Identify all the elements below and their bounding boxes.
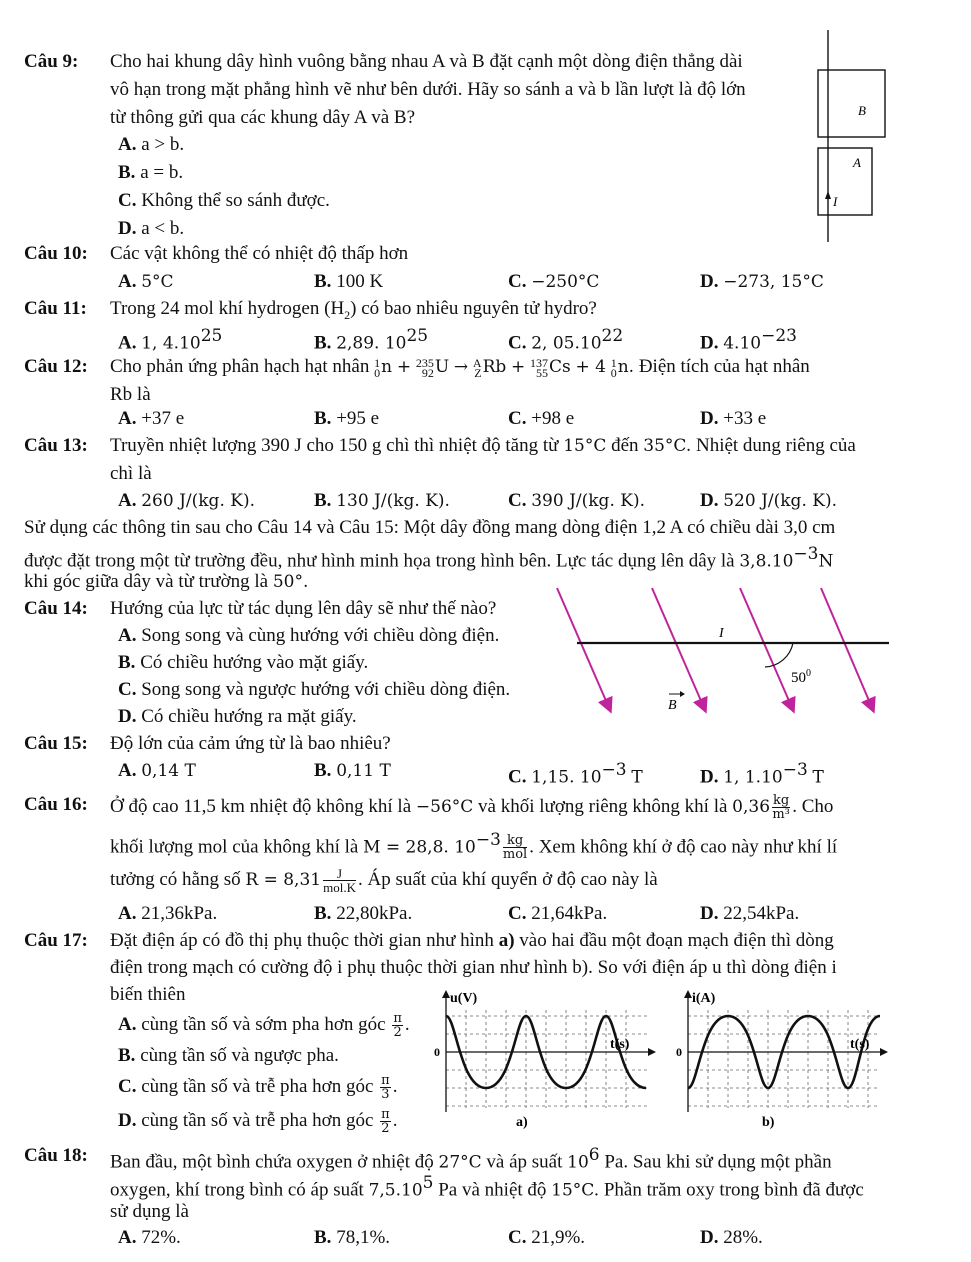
q15-label: Câu 15: — [24, 733, 88, 754]
q18-option-d[interactable]: D. 28%. — [700, 1227, 763, 1248]
q9-figure — [808, 30, 888, 245]
q18-line2: oxygen, khí trong bình có áp suất 7,5.10$^5$ Pa và nhiệt độ 15°C. Phần trăm oxy trong bình đã được — [110, 1173, 864, 1201]
angle-label: $50^0$ — [791, 668, 811, 686]
q9-option-b[interactable]: B. a = b. — [118, 162, 184, 183]
frame-a-label: A — [853, 155, 861, 170]
graph-b-x-arrow-icon — [880, 1048, 888, 1056]
intro-line1: Sử dụng các thông tin sau cho Câu 14 và Câu 15: Một dây đồng mang dòng điện 1,2 A có chiều dài 3,0 cm — [24, 517, 836, 538]
q17-graph-a — [420, 988, 660, 1138]
q9-option-a[interactable]: A. a > b. — [118, 134, 185, 155]
graph-a-origin: 0 — [434, 1045, 440, 1059]
q10-option-a[interactable]: A. 5°C — [118, 271, 174, 292]
q12-option-b[interactable]: B. +95 e — [314, 408, 380, 429]
intro-line3: khi góc giữa dây và từ trường là 50°. — [24, 571, 309, 592]
q11-option-a[interactable]: A. 1, 4.10$^{25}$ — [118, 326, 223, 354]
q13-line2: chì là — [110, 463, 152, 484]
field-line-3 — [740, 588, 793, 710]
q18-line3: sử dụng là — [110, 1201, 189, 1222]
q10-option-d[interactable]: D. −273, 15°C — [700, 271, 824, 292]
q9-option-c[interactable]: C. Không thể so sánh được. — [118, 190, 330, 211]
q9-option-d[interactable]: D. a < b. — [118, 218, 185, 239]
q17-line1: Đặt điện áp có đồ thị phụ thuộc thời gian như hình a) vào hai đầu một đoạn mạch điện thì dòng — [110, 930, 834, 951]
q18-option-c[interactable]: C. 21,9%. — [508, 1227, 586, 1248]
field-line-1 — [557, 588, 610, 710]
q11-option-c[interactable]: C. 2, 05.10$^{22}$ — [508, 326, 624, 354]
q17-label: Câu 17: — [24, 930, 88, 951]
q12-option-a[interactable]: A. +37 e — [118, 408, 185, 429]
graph-b-xlabel: t(s) — [850, 1037, 870, 1052]
q12-text: Cho phản ứng phân hạch hạt nhân 1 0 n + 235 92 U → A Z Rb + 137 55 Cs + 4 1 0 n. Điện tích của hạt nhân — [110, 355, 810, 380]
q16-line2: khối lượng mol của không khí là M = 28,8. $10^{-3}$ $\frac{kg}{\text{mol}}$ . Xem không khí ở độ cao này như khí lí — [110, 830, 838, 863]
q9-line2: vô hạn trong mặt phẳng hình vẽ như bên dưới. Hãy so sánh a và b lần lượt là độ lớn — [110, 79, 746, 100]
q15-text: Độ lớn của cảm ứng từ là bao nhiêu? — [110, 733, 391, 754]
q14-text: Hướng của lực từ tác dụng lên dây sẽ như thế nào? — [110, 598, 497, 619]
current-arrow-icon — [825, 191, 831, 199]
q18-option-a[interactable]: A. 72%. — [118, 1227, 181, 1248]
q11-option-d[interactable]: D. $4.10^{-23}$ — [700, 326, 797, 354]
q17-option-a[interactable]: A. cùng tần số và sớm pha hơn góc $\frac{\pi}{2}$ . — [118, 1011, 410, 1040]
vector-arrow-icon — [680, 691, 685, 697]
q16-option-b[interactable]: B. 22,80kPa. — [314, 903, 413, 924]
q17-option-b[interactable]: B. cùng tần số và ngược pha. — [118, 1045, 339, 1066]
q11-option-b[interactable]: B. 2,89. $10^{25}$ — [314, 326, 429, 354]
q13-label: Câu 13: — [24, 435, 88, 456]
q10-label: Câu 10: — [24, 243, 88, 264]
q18-line1: Ban đầu, một bình chứa oxygen ở nhiệt độ 27°C và áp suất $10^6$ Pa. Sau khi sử dụng một phần — [110, 1145, 832, 1173]
q13-option-c[interactable]: C. 390 J/(kg. K). — [508, 490, 645, 511]
q13-line1: Truyền nhiệt lượng 390 J cho 150 g chì thì nhiệt độ tăng từ 15°C đến 35°C. Nhiệt dung riêng của — [110, 435, 856, 456]
graph-a-caption: a) — [516, 1115, 528, 1130]
q12-label: Câu 12: — [24, 356, 88, 377]
q18-option-b[interactable]: B. 78,1%. — [314, 1227, 391, 1248]
graph-b-caption: b) — [762, 1115, 775, 1130]
frame-a — [818, 148, 872, 215]
q15-option-b[interactable]: B. 0,11 T — [314, 760, 391, 781]
field-line-4 — [821, 588, 873, 710]
q12-option-d[interactable]: D. +33 e — [700, 408, 767, 429]
q13-option-a[interactable]: A. 260 J/(kg. K). — [118, 490, 255, 511]
q17-option-c[interactable]: C. cùng tần số và trễ pha hơn góc $\frac{\pi}{3}$ . — [118, 1073, 398, 1102]
q14-option-a[interactable]: A. Song song và cùng hướng với chiều dòng điện. — [118, 625, 500, 646]
q17-line3: biến thiên — [110, 984, 186, 1005]
q16-label: Câu 16: — [24, 794, 88, 815]
graph-a-xlabel: t(s) — [610, 1037, 630, 1052]
q9-label: Câu 9: — [24, 51, 79, 72]
q16-option-a[interactable]: A. 21,36kPa. — [118, 903, 218, 924]
q9-line3: từ thông gửi qua các khung dây A và B? — [110, 107, 416, 128]
q16-option-c[interactable]: C. 21,64kPa. — [508, 903, 608, 924]
field-line-2 — [652, 588, 705, 710]
field-label: B — [668, 698, 677, 713]
graph-a-ylabel: u(V) — [450, 991, 478, 1006]
q18-label: Câu 18: — [24, 1145, 88, 1166]
q9-line1: Cho hai khung dây hình vuông bằng nhau A và B đặt cạnh một dòng điện thẳng dài — [110, 51, 743, 72]
intro-line2: được đặt trong một từ trường đều, như hình minh họa trong hình bên. Lực tác dụng lên dây là $3,8.10^{-3}N$ — [24, 544, 834, 572]
q13-option-d[interactable]: D. 520 J/(kg. K). — [700, 490, 837, 511]
q17-option-d[interactable]: D. cùng tần số và trễ pha hơn góc $\frac{\pi}{2}$ . — [118, 1107, 398, 1136]
graph-b-ylabel: i(A) — [692, 991, 716, 1006]
q12-line2: Rb là — [110, 384, 151, 405]
q10-option-c[interactable]: C. −250°C — [508, 271, 600, 292]
q14-option-b[interactable]: B. Có chiều hướng vào mặt giấy. — [118, 652, 369, 673]
q13-option-b[interactable]: B. 130 J/(kg. K). — [314, 490, 450, 511]
q11-label: Câu 11: — [24, 298, 87, 319]
q11-text: Trong 24 mol khí hydrogen $(H_2)$ có bao nhiêu nguyên tử hydro? — [110, 298, 597, 322]
graph-b-origin: 0 — [676, 1045, 682, 1059]
q16-line1: Ở độ cao 11,5 km nhiệt độ không khí là −56°C và khối lượng riêng không khí là 0,36 $\frac{kg}{\text{m³}}$ . Cho — [110, 793, 834, 822]
current-label: I — [833, 194, 838, 209]
graph-a-x-arrow-icon — [648, 1048, 656, 1056]
graph-a-grid — [446, 1010, 650, 1108]
q15-option-d[interactable]: D. 1, $1.10^{-3}$ T — [700, 760, 824, 788]
graph-b-grid — [688, 1010, 880, 1108]
q14-figure — [545, 585, 890, 725]
graph-a-y-arrow-icon — [442, 990, 450, 998]
q17-line2: điện trong mạch có cường độ i phụ thuộc thời gian như hình b). So với điện áp u thì dòng điện i — [110, 957, 837, 978]
q10-text: Các vật không thể có nhiệt độ thấp hơn — [110, 243, 409, 264]
q14-option-d[interactable]: D. Có chiều hướng ra mặt giấy. — [118, 706, 357, 727]
q10-option-b[interactable]: B. 100 K — [314, 271, 384, 292]
q16-option-d[interactable]: D. 22,54kPa. — [700, 903, 800, 924]
q14-label: Câu 14: — [24, 598, 88, 619]
q14-option-c[interactable]: C. Song song và ngược hướng với chiều dòng điện. — [118, 679, 511, 700]
q17-graph-b — [670, 988, 895, 1138]
current-label: I — [719, 626, 724, 641]
frame-b-label: B — [858, 103, 866, 118]
graph-b-y-arrow-icon — [684, 990, 692, 998]
q15-option-a[interactable]: A. 0,14 T — [118, 760, 196, 781]
q16-line3: tưởng có hằng số R = 8,31 $\frac{J}{\text{mol.K}}$ . Áp suất của khí quyển ở độ cao này là — [110, 866, 658, 895]
q12-option-c[interactable]: C. +98 e — [508, 408, 575, 429]
q15-option-c[interactable]: C. 1,15. $10^{-3}$ T — [508, 760, 643, 788]
